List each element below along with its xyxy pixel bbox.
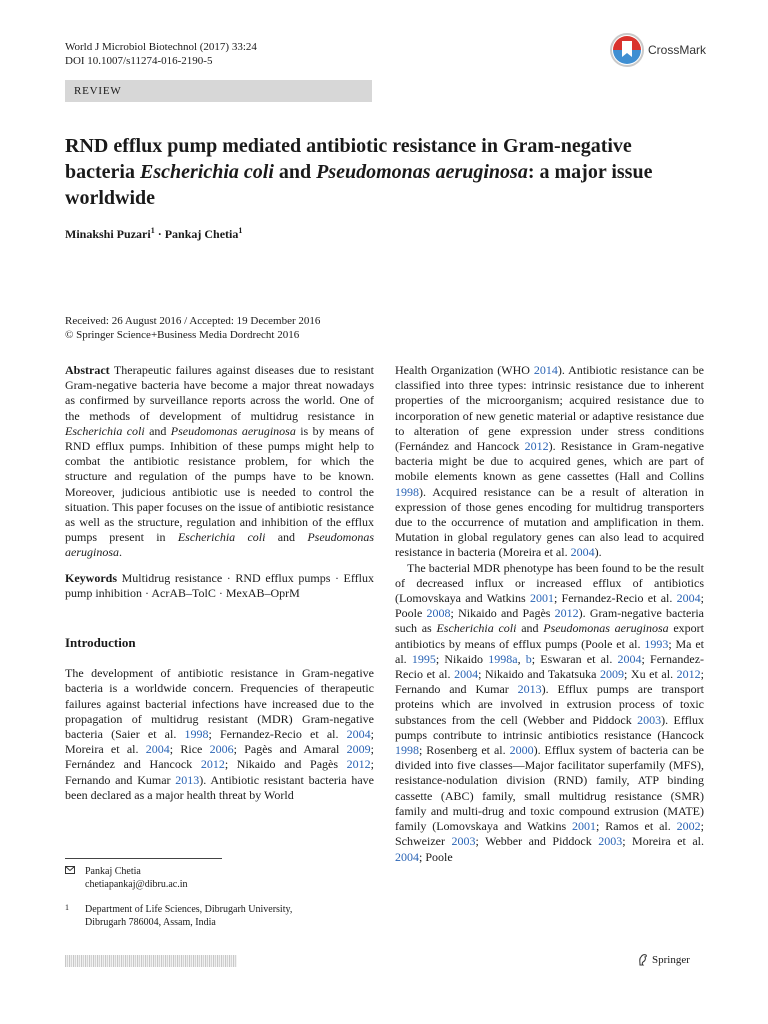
- citation-link[interactable]: 2012: [554, 606, 579, 621]
- affiliation: [65, 903, 292, 929]
- author-list: Minakshi Puzari$^1$ · Pankaj Chetia$^1$: [65, 226, 243, 241]
- citation-link[interactable]: 2004: [617, 651, 642, 666]
- footnote-divider: [65, 858, 222, 859]
- citation-link[interactable]: 2009: [600, 667, 624, 682]
- citation-link[interactable]: 2001: [572, 819, 597, 834]
- left-column: [65, 363, 374, 803]
- keywords: Keywords Multidrug resistance · RND efflux pumps · Efflux pump inhibition · AcrAB–TolC · MexAB–OprM: [65, 570, 374, 600]
- journal-citation: World J Microbiol Biotechnol (2017) 33:24: [65, 41, 257, 53]
- article-type: REVIEW: [74, 85, 122, 97]
- citation-link[interactable]: 1995: [411, 651, 436, 666]
- corresponding-email[interactable]: chetiapankaj@dibru.ac.in: [85, 879, 188, 890]
- article-dates: [65, 314, 320, 342]
- citation-link[interactable]: 2003: [637, 712, 662, 727]
- right-column: [395, 363, 704, 865]
- citation-link[interactable]: 2012: [524, 439, 549, 454]
- author-name[interactable]: Minakshi Puzari: [65, 227, 151, 241]
- barcode-strip: [65, 955, 237, 967]
- body-paragraph: Health Organization (WHO 2014). Antibiotic resistance can be classified into three types: intrinsic resistance due to inherent properties of the microorganism; acquired resistance due to incorporation of new genetic material or adaptive resistance due to alteration of gene expression under stress conditions (Fernández and Hancock 2012). Resistance in Gram-negative bacteria might be due to acquired genes, which are part of mobile elements known as gene cassettes (Hall and Collins 1998). Acquired resistance can be a result of alteration in expression of those genes encoding for multidrug transporters due to the occurrence of mutation and amplification in them. Mutation in global regulatory genes can also lead to acquired resistance in bacteria (Moreira et al. 2004).: [395, 363, 704, 560]
- citation-link[interactable]: 1998: [395, 743, 419, 758]
- envelope-icon: [65, 865, 75, 878]
- received-accepted: Received: 26 August 2016 / Accepted: 19 December 2016: [65, 315, 321, 327]
- citation-link[interactable]: 2003: [598, 834, 623, 849]
- crossmark-label: CrossMark: [648, 43, 707, 57]
- citation-link[interactable]: 2012: [200, 757, 225, 772]
- citation-link[interactable]: 1998: [395, 484, 419, 499]
- citation-link[interactable]: 1998: [184, 727, 209, 742]
- author-name[interactable]: Pankaj Chetia: [164, 227, 239, 241]
- article-title: RND efflux pump mediated antibiotic resistance in Gram-negative bacteria Escherichia coli and Pseudomonas aeruginosa: a major issue worldwide: [65, 135, 653, 209]
- citation-link[interactable]: 2004: [145, 742, 170, 757]
- affiliation-number: 1: [65, 903, 69, 912]
- citation-link[interactable]: 2000: [509, 743, 534, 758]
- springer-horse-icon: [637, 953, 649, 966]
- citation-link[interactable]: 2004: [454, 667, 479, 682]
- intro-paragraph: The development of antibiotic resistance in Gram-negative bacteria is a worldwide concern. Frequencies of therapeutic failures against bacterial infections have increased due to the propagation of multidrug resistant (MDR) Gram-negative bacteria (Saier et al. 1998; Fernandez-Recio et al. 2004; Moreira et al. 2004; Rice 2006; Pagès and Amaral 2009; Fernández and Hancock 2012; Nikaido and Pagès 2012; Fernando and Kumar 2013). Antibiotic resistant bacteria have been declared as a major health threat by World: [65, 666, 375, 802]
- doi[interactable]: DOI 10.1007/s11274-016-2190-5: [65, 55, 213, 67]
- corresponding-author: [65, 865, 188, 891]
- journal-header: [65, 40, 257, 68]
- citation-link[interactable]: b: [525, 651, 532, 666]
- publisher-logo: [637, 953, 690, 966]
- abstract: Abstract Therapeutic failures against diseases due to resistant Gram-negative bacteria have become a major threat nowadays as confirmed by surveillance reports across the world. One of the methods of development of multidrug resistance in Escherichia coli and Pseudomonas aeruginosa is by means of RND efflux pumps. Inhibition of these pumps might help to combat the antibiotic resistance problem, for which the structure and regulation of the pumps have to be known. Moreover, judicious antibiotic use is needed to control the situation. This paper focuses on the issue of antibiotic resistance as well as the structure, regulation and inhibition of the efflux pumps present in Escherichia coli and Pseudomonas aeruginosa.: [65, 363, 375, 560]
- citation-link[interactable]: 2014: [533, 363, 558, 377]
- citation-link[interactable]: 2004: [346, 727, 371, 742]
- citation-link[interactable]: 2002: [676, 819, 701, 834]
- citation-link[interactable]: 2012: [346, 757, 371, 772]
- citation-link[interactable]: 1993: [644, 636, 669, 651]
- citation-link[interactable]: 2004: [570, 545, 595, 560]
- article-type-bar: [65, 80, 372, 102]
- citation-link[interactable]: 2004: [676, 591, 701, 606]
- crossmark-badge[interactable]: [609, 32, 706, 68]
- body-paragraph: The bacterial MDR phenotype has been found to be the result of decreased influx or increased efflux of antibiotics (Lomovskaya and Watkins 2001; Fernandez-Recio et al. 2004; Poole 2008; Nikaido and Pagès 2012). Gram-negative bacteria such as Escherichia coli and Pseudomonas aeruginosa export antibiotics by means of efflux pumps (Poole et al. 1993; Ma et al. 1995; Nikaido 1998a, b; Eswaran et al. 2004; Fernandez-Recio et al. 2004; Nikaido and Takatsuka 2009; Xu et al. 2012; Fernando and Kumar 2013). Efflux pumps are transport proteins which are involved in extrusion process of toxic substances from the cell (Webber and Piddock 2003). Efflux pumps contribute to intrinsic antibiotics resistance (Hancock 1998; Rosenberg et al. 2000). Efflux system of bacteria can be divided into five classes—Major facilitator superfamily (MFS), resistance-nodulation division (RND) family, ATP binding cassette (ABC) family, small multidrug resistance (SMR) family and multi-drug and toxic compound extrusion (MATE) family (Lomovskaya and Watkins 2001; Ramos et al. 2002; Schweizer 2003; Webber and Piddock 2003; Moreira et al. 2004; Poole: [395, 560, 705, 864]
- affiliation-line: Dibrugarh 786004, Assam, India: [85, 917, 216, 928]
- crossmark-icon: [609, 32, 645, 68]
- publisher-name: Springer: [652, 953, 690, 966]
- citation-link[interactable]: 2009: [346, 742, 371, 757]
- citation-link[interactable]: 1998a: [488, 651, 518, 666]
- citation-link[interactable]: 2008: [426, 606, 451, 621]
- section-heading-introduction: Introduction: [65, 635, 136, 651]
- citation-link[interactable]: 2013: [175, 772, 200, 787]
- citation-link[interactable]: 2004: [395, 849, 419, 864]
- citation-link[interactable]: 2006: [209, 742, 234, 757]
- copyright: © Springer Science+Business Media Dordrecht 2016: [65, 329, 300, 341]
- citation-link[interactable]: 2001: [529, 591, 554, 606]
- affiliation-line: Department of Life Sciences, Dibrugarh University,: [85, 904, 293, 915]
- citation-link[interactable]: 2013: [517, 682, 542, 697]
- corresponding-name: Pankaj Chetia: [85, 866, 141, 877]
- citation-link[interactable]: 2012: [676, 667, 701, 682]
- citation-link[interactable]: 2003: [451, 834, 476, 849]
